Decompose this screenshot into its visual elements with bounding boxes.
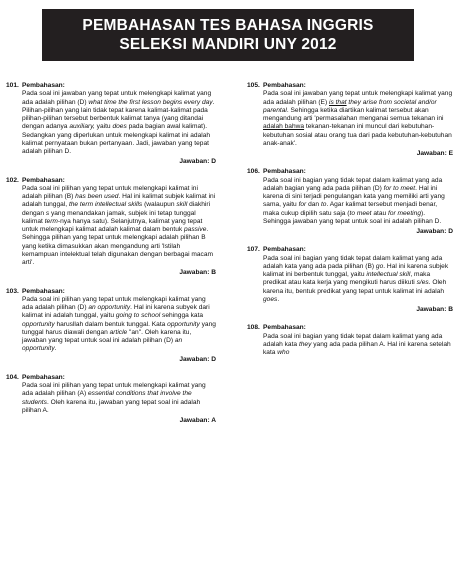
item-body	[247, 177, 453, 237]
item-heading-label: Pembahasan:	[263, 82, 306, 89]
text-run: . Oleh karena itu, jawaban yang tepat soal ini adalah pilihan A.	[22, 398, 201, 414]
answer-label: Jawaban: A	[179, 417, 216, 424]
emphasis-underline: is that	[328, 98, 347, 106]
text-run: Pada soal ini pilihan yang tepat untuk melengkapi kalimat ini adalah pilihan (B)	[22, 184, 198, 200]
text-run: . Sehingga ketika diartikan kalimat tersebut akan mengandung arti 'permasalahan menganai semua tekanan ini	[263, 106, 444, 122]
text-run: ). Sehingga jawaban yang tepat untuk soal ini adalah pilihan D.	[263, 209, 442, 225]
text-run: (walaupun	[142, 201, 177, 209]
text-run: Pada soal ini bagian yang tidak tepat dalam kalimat yang ada adalah kata yang ada pada pilihan (B)	[263, 254, 443, 270]
item-text	[22, 382, 216, 415]
italic-term	[329, 99, 347, 106]
item-heading-label: Pembahasan:	[22, 82, 65, 89]
item-body	[6, 90, 216, 166]
text-run: Pada soal ini bagian yang tidak tepat dalam kalimat yang ada adalah kata	[263, 332, 443, 348]
question-item	[6, 374, 216, 426]
text-run: Pada soal ini pilihan yang tepat untuk melengkapi kalimat yang ada adalah pilihan (A)	[22, 382, 206, 398]
item-body	[247, 255, 453, 315]
item-body	[247, 90, 453, 158]
text-run: Pada soal ini pilihan yang tepat untuk melengkapi kalimat yang ada adalah pilihan (D)	[22, 295, 206, 311]
italic-term: an opportunity	[22, 337, 183, 353]
text-run: .	[277, 295, 280, 303]
answer-label: Jawaban: D	[179, 355, 216, 363]
left-column	[6, 82, 216, 435]
italic-term: the term intellectual skills	[68, 201, 143, 209]
italic-term: has been used	[75, 193, 119, 200]
title-line-1: PEMBAHASAN TES BAHASA INGGRIS	[82, 17, 374, 34]
answer-label: Jawaban: E	[416, 150, 453, 157]
text-run: yaitu	[94, 123, 113, 131]
item-number: 103.	[6, 287, 19, 295]
item-number: 104.	[6, 373, 19, 381]
text-run: dan	[306, 201, 321, 209]
item-text	[22, 296, 216, 354]
question-item	[247, 246, 453, 314]
text-run: . Agar kalimat tersebut menjadi benar, maka cukup dipilih satu saja (	[263, 201, 438, 217]
italic-term: s	[45, 209, 50, 217]
item-heading	[247, 168, 453, 176]
item-heading-label: Pembahasan:	[263, 168, 306, 176]
italic-term: for	[298, 201, 307, 209]
italic-term: does	[112, 123, 127, 131]
item-number: 102.	[6, 176, 19, 184]
text-run: . Oleh karena itu, bentuk predikat yang tepat untuk kalimat ini adalah	[263, 279, 447, 295]
text-run: . Hal ini karena subjek kalimat ini berbentuk tunggal, yaitu	[263, 262, 449, 278]
item-text	[263, 90, 453, 148]
text-run: -nya hanya satu). Selanjutnya, kalimat yang tepat untuk melengkapi kalimat adalah kalimat dalam bentuk	[22, 217, 203, 233]
question-item	[247, 168, 453, 236]
item-heading	[6, 177, 216, 185]
item-body	[6, 382, 216, 425]
item-heading-label: Pembahasan:	[22, 287, 65, 295]
text-run: . Hal ini karena subyek dari kalimat ini adalah tunggal, yaitu	[22, 304, 210, 320]
italic-term: skill	[176, 201, 188, 209]
text-run: , maka predikat atau kata kerja yang mengikuti harus diikuti	[263, 271, 431, 287]
item-text	[263, 255, 453, 305]
question-item	[6, 82, 216, 167]
italic-term: passive	[184, 226, 207, 233]
italic-term: auxiliary,	[69, 123, 95, 131]
italic-term: for meeting	[388, 209, 421, 217]
item-body	[247, 333, 453, 358]
text-run: . Hal ini kalimat subjek kalimat ini adalah tunggal,	[22, 193, 216, 209]
item-heading-label: Pembahasan:	[263, 324, 306, 332]
item-heading	[6, 82, 216, 90]
title-banner	[42, 9, 414, 61]
italic-term: go	[375, 262, 384, 270]
item-number: 107.	[247, 246, 260, 254]
item-heading	[6, 288, 216, 296]
text-run: . Sehingga pilihan yang tepat untuk melengkapi adalah pilihan B yang ketika dimasukkan akan mengandung arti 'Istilah kemampuan intelektual telah digunakan dengan berbagai macam arti'.	[22, 226, 213, 266]
italic-term: term	[44, 217, 58, 225]
item-text	[22, 185, 216, 268]
text-run: tekanan-tekanan ini muncul dari kebutuhan-kebutuhan sosial atau orang tua dari pada kebutuhan-kebutuhan anak-anak'.	[263, 123, 452, 147]
item-number: 108.	[247, 324, 260, 332]
answer-label: Jawaban: D	[416, 228, 453, 235]
italic-term: going to school	[115, 312, 161, 320]
italic-term: who	[277, 349, 290, 356]
item-body	[6, 185, 216, 278]
text-run: yang menandakan jamak, subjek ini tetap tunggal kalimat	[22, 209, 196, 225]
item-heading	[247, 324, 453, 332]
item-number: 101.	[6, 82, 19, 89]
text-run: Pada soal ini jawaban yang tepat untuk melengkapi kalimat yang ada adalah pilihan (D)	[22, 90, 212, 106]
text-run: sehingga kata	[160, 312, 204, 320]
text-run: yang ada pada pilihan A. Hal ini karena setelah kata	[263, 340, 451, 356]
italic-term: they arise from societal and/or parental	[263, 98, 437, 114]
text-run: pada bagian awal kalimat). Sedangkan yang diperlukan untuk melengkapi kalimat ini adalah kalimat pernyataan bukan pertanyaan. Jadi, jawaban yang tepat adalah pilihan D.	[22, 123, 211, 155]
title-line-2: SELEKSI MANDIRI UNY 2012	[119, 36, 337, 53]
text-run: Pada soal ini bagian yang tidak tepat dalam kalimat yang ada adalah bagian yang ada pada pilihan (D)	[263, 176, 443, 192]
italic-term: to meet	[349, 209, 372, 217]
text-run: yang tunggal harus diawali dengan	[22, 320, 216, 336]
answer-label: Jawaban: D	[179, 158, 216, 166]
answer-label: Jawaban: B	[179, 269, 216, 277]
item-text	[263, 333, 453, 358]
right-column	[247, 82, 453, 367]
underlined-term: adalah bahwa	[263, 123, 305, 131]
italic-term: article	[109, 328, 128, 336]
italic-term: essential conditions that involve the students	[22, 390, 192, 406]
text-run: atau	[371, 209, 388, 217]
italic-term: goes	[263, 295, 278, 303]
text-run: . Pilihan-pilihan yang lain tidak tepat karena kalimat-kalimat pada pilihan-pilihan tersebut berbentuk kalimat tanya (yang ditandai dengan adanya	[22, 98, 215, 131]
item-heading-label: Pembahasan:	[263, 246, 306, 254]
item-heading-label: Pembahasan:	[22, 373, 65, 381]
italic-term: to	[320, 201, 327, 209]
answer-label: Jawaban: B	[416, 306, 453, 313]
text-run: .	[54, 345, 57, 353]
item-heading	[247, 246, 453, 254]
italic-term: s/es	[416, 279, 429, 287]
question-item	[247, 324, 453, 357]
item-heading-label: Pembahasan:	[22, 176, 65, 184]
item-number: 105.	[247, 82, 260, 89]
text-run: . Hal ini karena di sini terjadi pengulangan kata yang memiliki arti yang sama, yaitu	[263, 184, 445, 209]
question-item	[6, 177, 216, 278]
italic-term: an opportunity	[88, 304, 131, 311]
italic-term: for to meet	[383, 184, 416, 192]
italic-term: opportunity	[167, 320, 200, 328]
text-run: diakhiri dengan	[22, 201, 211, 217]
item-number: 106.	[247, 168, 260, 176]
item-heading	[247, 82, 453, 90]
italic-term: what time the first lesson begins every day	[88, 98, 213, 106]
italic-term: they	[298, 340, 312, 348]
text-run: harusllah dalam bentuk tunggal. Kata	[54, 320, 168, 328]
text-run: Pada soal ini jawaban yang tepat untuk melengkapi kalimat yang ada adalah pilihan (E)	[263, 90, 453, 106]
question-item	[6, 288, 216, 364]
text-run: "an". Oleh karena itu, jawaban yang tepat untuk soal ini adalah pilihan (D)	[22, 328, 192, 344]
item-heading	[6, 374, 216, 382]
italic-term: intellectual skill	[366, 271, 411, 278]
italic-term: opportunity	[22, 320, 55, 328]
item-text	[263, 177, 453, 227]
item-text	[22, 90, 216, 156]
question-item	[247, 82, 453, 158]
item-body	[6, 296, 216, 364]
